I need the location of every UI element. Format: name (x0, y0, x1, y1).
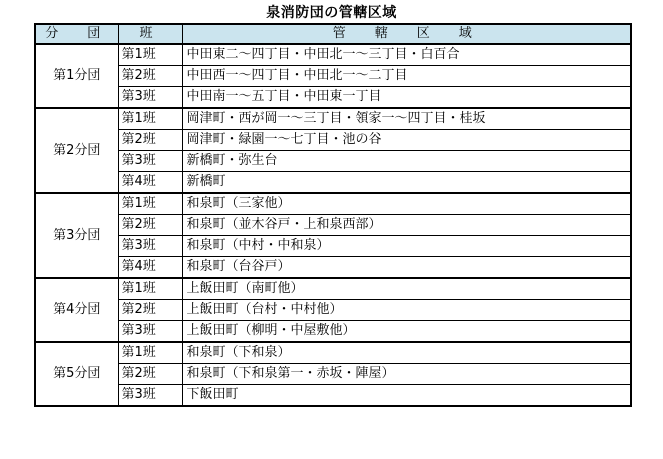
team-cell: 第3班 (118, 321, 182, 343)
header-unit: 分 団 (35, 24, 118, 44)
team-cell: 第3班 (118, 87, 182, 109)
area-cell: 新橋町 (182, 172, 631, 194)
table-row (35, 364, 631, 385)
area-cell: 和泉町（中村・中和泉） (182, 236, 631, 257)
area-cell: 和泉町（下和泉第一・赤坂・陣屋） (182, 364, 631, 385)
team-cell: 第4班 (118, 257, 182, 279)
table-row (35, 342, 631, 364)
table-row (35, 151, 631, 172)
unit-name-cell: 第4分団 (35, 278, 118, 342)
area-cell: 岡津町・緑園一～七丁目・池の谷 (182, 130, 631, 151)
team-cell: 第1班 (118, 342, 182, 364)
team-cell: 第1班 (118, 44, 182, 66)
table-row (35, 87, 631, 109)
table-row (35, 236, 631, 257)
area-cell: 下飯田町 (182, 385, 631, 407)
header-team: 班 (118, 24, 182, 44)
area-cell: 和泉町（下和泉） (182, 342, 631, 364)
team-cell: 第3班 (118, 236, 182, 257)
page-title: 泉消防団の管轄区域 (266, 5, 397, 21)
area-cell: 新橋町・弥生台 (182, 151, 631, 172)
team-cell: 第1班 (118, 278, 182, 300)
area-cell: 上飯田町（台村・中村他） (182, 300, 631, 321)
area-cell: 中田南一～五丁目・中田東一丁目 (182, 87, 631, 109)
header-row (35, 24, 631, 44)
area-cell: 中田東二～四丁目・中田北一～三丁目・白百合 (182, 44, 631, 66)
team-cell: 第3班 (118, 151, 182, 172)
table-row (35, 172, 631, 194)
table-row (35, 321, 631, 343)
team-cell: 第2班 (118, 66, 182, 87)
area-cell: 岡津町・西が岡一～三丁目・領家一～四丁目・桂坂 (182, 108, 631, 130)
table-row (35, 385, 631, 407)
table-row (35, 108, 631, 130)
table-row (35, 130, 631, 151)
table-row (35, 44, 631, 66)
table-row (35, 257, 631, 279)
team-cell: 第1班 (118, 193, 182, 215)
team-cell: 第2班 (118, 364, 182, 385)
team-cell: 第1班 (118, 108, 182, 130)
table-body (35, 44, 631, 406)
table-row (35, 193, 631, 215)
area-cell: 上飯田町（柳明・中屋敷他） (182, 321, 631, 343)
area-cell: 和泉町（並木谷戸・上和泉西部） (182, 215, 631, 236)
area-cell: 和泉町（三家他） (182, 193, 631, 215)
table-row (35, 66, 631, 87)
table-row (35, 278, 631, 300)
area-cell: 中田西一～四丁目・中田北一～二丁目 (182, 66, 631, 87)
header-area: 管 轄 区 域 (182, 24, 631, 44)
team-cell: 第2班 (118, 300, 182, 321)
unit-name-cell: 第3分団 (35, 193, 118, 278)
team-cell: 第2班 (118, 215, 182, 236)
table-row (35, 215, 631, 236)
team-cell: 第4班 (118, 172, 182, 194)
team-cell: 第2班 (118, 130, 182, 151)
area-cell: 上飯田町（南町他） (182, 278, 631, 300)
unit-name-cell: 第1分団 (35, 44, 118, 108)
table-header (35, 24, 631, 44)
area-cell: 和泉町（台谷戸） (182, 257, 631, 279)
table-row (35, 300, 631, 321)
team-cell: 第3班 (118, 385, 182, 407)
jurisdiction-table (34, 23, 632, 407)
unit-name-cell: 第5分団 (35, 342, 118, 406)
unit-name-cell: 第2分団 (35, 108, 118, 193)
